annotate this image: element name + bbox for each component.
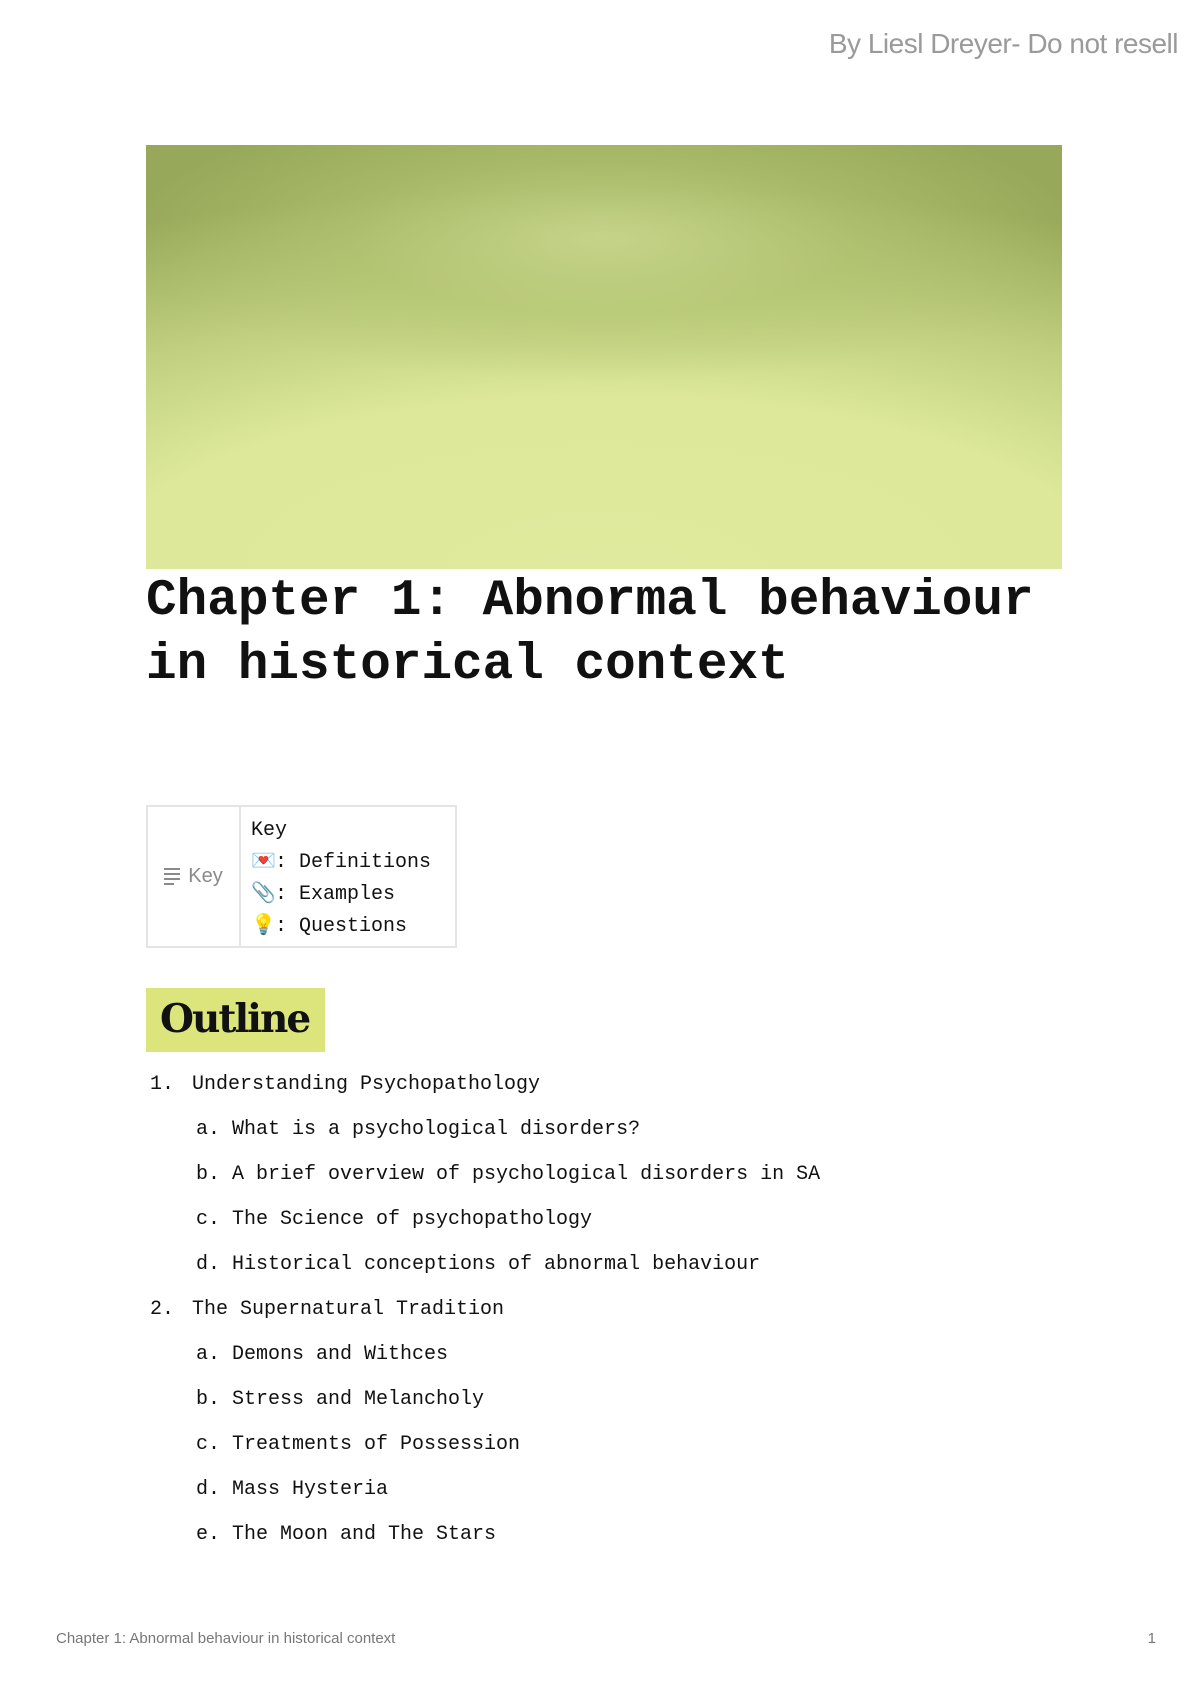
outline-letter: e. xyxy=(196,1523,221,1546)
outline-text: Treatments of Possession xyxy=(232,1433,521,1456)
property-value[interactable] xyxy=(241,807,455,946)
watermark: By Liesl Dreyer- Do not resell xyxy=(828,28,1178,59)
outline-subitem xyxy=(146,1512,820,1557)
footer-title: Chapter 1: Abnormal behaviour in historical context xyxy=(56,1630,396,1647)
key-definitions-label: : Definitions xyxy=(275,851,432,874)
page-number: 1 xyxy=(1147,1630,1156,1647)
outline-item xyxy=(146,1062,820,1107)
paperclip-icon: 📎 xyxy=(251,883,276,906)
outline-text: Understanding Psychopathology xyxy=(192,1073,541,1096)
outline-letter: c. xyxy=(196,1433,221,1456)
cover-image xyxy=(146,145,1062,569)
outline-heading: Outline xyxy=(146,988,325,1052)
outline-letter: b. xyxy=(196,1163,221,1186)
outline-subitem xyxy=(146,1422,820,1467)
outline-text: The Science of psychopathology xyxy=(232,1208,593,1231)
outline-list xyxy=(146,1062,820,1557)
key-questions xyxy=(251,911,445,943)
key-examples xyxy=(251,879,445,911)
outline-subitem xyxy=(146,1152,820,1197)
key-questions-label: : Questions xyxy=(275,915,408,938)
outline-text: Mass Hysteria xyxy=(232,1478,389,1501)
property-name-label: Key xyxy=(188,865,223,887)
outline-letter: a. xyxy=(196,1343,221,1366)
outline-text: Historical conceptions of abnormal behaviour xyxy=(232,1253,761,1276)
outline-letter: b. xyxy=(196,1388,221,1411)
text-lines-icon xyxy=(164,865,180,888)
light-bulb-icon: 💡 xyxy=(251,915,276,938)
outline-text: A brief overview of psychological disorders in SA xyxy=(232,1163,821,1186)
outline-number: 1. xyxy=(150,1073,175,1096)
key-definitions xyxy=(251,847,445,879)
love-letter-icon: 💌 xyxy=(251,851,276,874)
outline-number: 2. xyxy=(150,1298,175,1321)
outline-subitem xyxy=(146,1467,820,1512)
outline-text: The Supernatural Tradition xyxy=(192,1298,505,1321)
outline-text: Stress and Melancholy xyxy=(232,1388,485,1411)
outline-subitem xyxy=(146,1242,820,1287)
page-title: Chapter 1: Abnormal behaviour in historical context xyxy=(146,573,1034,694)
outline-text: Demons and Withces xyxy=(232,1343,449,1366)
outline-item xyxy=(146,1287,820,1332)
outline-letter: c. xyxy=(196,1208,221,1231)
key-examples-label: : Examples xyxy=(275,883,396,906)
outline-subitem xyxy=(146,1197,820,1242)
property-table xyxy=(146,805,457,948)
outline-subitem xyxy=(146,1107,820,1152)
outline-text: The Moon and The Stars xyxy=(232,1523,497,1546)
key-heading: Key xyxy=(251,819,288,842)
outline-text: What is a psychological disorders? xyxy=(232,1118,641,1141)
property-name xyxy=(148,807,241,946)
outline-letter: d. xyxy=(196,1478,221,1501)
outline-subitem xyxy=(146,1332,820,1377)
outline-letter: a. xyxy=(196,1118,221,1141)
outline-letter: d. xyxy=(196,1253,221,1276)
outline-subitem xyxy=(146,1377,820,1422)
